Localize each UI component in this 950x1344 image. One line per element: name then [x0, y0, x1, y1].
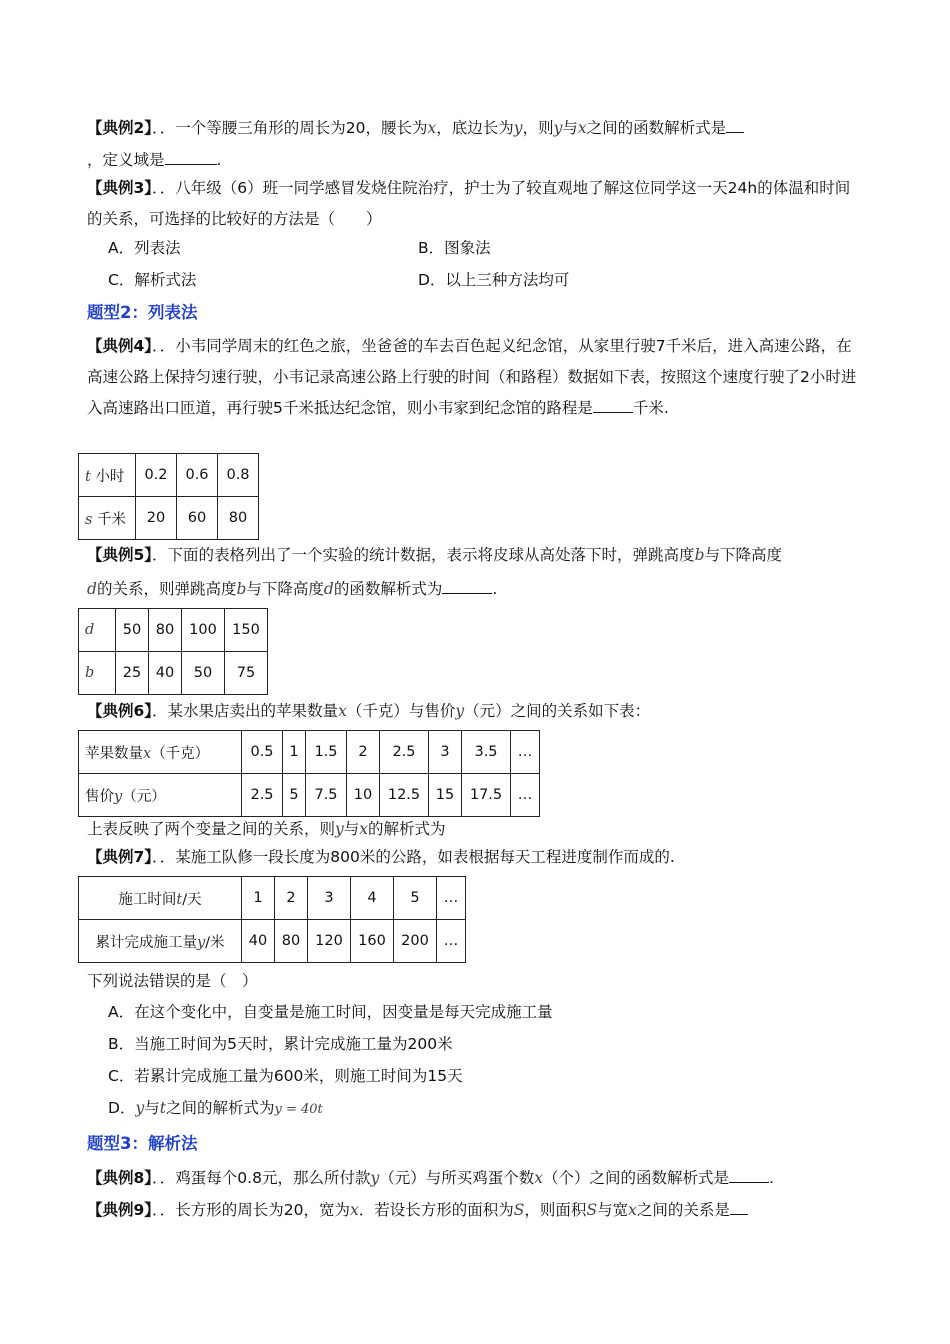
table-cell: 15 — [429, 774, 462, 817]
example-4-tag: 【典例4】 — [87, 337, 153, 355]
table-cell: 160 — [351, 920, 394, 963]
table-cell: 3.5 — [462, 731, 511, 774]
example-2-tag: 【典例2】 — [87, 119, 153, 137]
example-7-tag: 【典例7】 — [87, 848, 153, 866]
var-y: y — [114, 788, 123, 805]
example-8-text: . — [769, 1169, 774, 1187]
var-b: b — [85, 665, 95, 681]
example-3-text: ．．八年级（6）班一同学感冒发烧住院治疗，护士为了较直观地了解这位同学这一天24h的体温和时间的关系，可选择的比较好的方法是（ ） — [87, 179, 851, 228]
example-9-tag: 【典例9】 — [87, 1201, 153, 1219]
row-label: 施工时间 — [118, 891, 177, 908]
table-cell: 40 — [149, 652, 182, 695]
var-y: y — [335, 820, 344, 838]
option-text: 之间的解析式为 — [165, 1099, 275, 1117]
example-6-text: （元）之间的关系如下表： — [464, 702, 651, 720]
example-9-text: ，则面积 — [524, 1201, 587, 1219]
example-2-text: ．．一个等腰三角形的周长为20，腰长为 — [152, 119, 428, 137]
table-cell: 2.5 — [242, 774, 283, 817]
example-2-text: ，则 — [522, 119, 554, 137]
row-label: （元） — [122, 788, 166, 805]
answer-blank[interactable] — [729, 1166, 769, 1183]
table-cell: 200 — [394, 920, 437, 963]
answer-blank[interactable] — [726, 116, 744, 133]
var-y: y — [135, 1099, 145, 1117]
example-7-question: 下列说法错误的是（ ） — [87, 972, 258, 990]
table-cell: 12.5 — [380, 774, 429, 817]
table-cell: 80 — [275, 920, 308, 963]
example-6-text: 与 — [343, 820, 360, 838]
table-cell: 2 — [275, 877, 308, 920]
example-2-text: ，底边长为 — [436, 119, 514, 137]
var-x: x — [143, 745, 152, 762]
table-row — [79, 454, 259, 497]
table-cell: 3 — [429, 731, 462, 774]
var-y: y — [196, 934, 206, 951]
table-row — [79, 774, 540, 817]
table-cell: 80 — [149, 609, 182, 652]
table-header-cell — [79, 731, 242, 774]
table-cell: 25 — [116, 652, 149, 695]
example-6-after — [87, 818, 864, 840]
example-9-text: ．．长方形的周长为20，宽为 — [152, 1201, 351, 1219]
var-x: x — [350, 1201, 359, 1219]
table-cell: 2.5 — [380, 731, 429, 774]
table-cell: 0.6 — [177, 454, 218, 497]
example-2-text: 与 — [562, 119, 578, 137]
var-d: d — [87, 580, 97, 598]
var-x: x — [427, 119, 437, 137]
example-6-tag: 【典例6】 — [87, 702, 153, 720]
table-row — [79, 609, 268, 652]
example-7-option-c: C．若累计完成施工量为600米，则施工时间为15天 — [108, 1067, 463, 1085]
table-cell: 7.5 — [306, 774, 347, 817]
table-header-cell — [79, 652, 116, 695]
example-5-line-2 — [87, 577, 864, 600]
row-label: 千米 — [97, 511, 127, 528]
example-5-table — [78, 608, 268, 695]
table-row — [79, 877, 466, 920]
var-S: S — [586, 1201, 598, 1219]
row-label: /米 — [205, 934, 225, 951]
example-5-line-1 — [87, 544, 864, 566]
example-3 — [87, 173, 864, 235]
table-cell: 75 — [225, 652, 268, 695]
table-cell: 10 — [347, 774, 380, 817]
example-2-text: ，定义域是 — [87, 151, 165, 169]
example-3-option-d: D．以上三种方法均可 — [418, 271, 570, 289]
table-cell: 1.5 — [306, 731, 347, 774]
var-t: t — [85, 468, 91, 485]
var-S: S — [513, 1201, 525, 1219]
example-7-option-d — [108, 1097, 323, 1121]
table-cell: … — [511, 774, 540, 817]
var-d: d — [85, 622, 95, 638]
table-cell: 0.2 — [136, 454, 177, 497]
var-x: x — [338, 702, 347, 720]
example-9 — [87, 1198, 864, 1221]
table-cell: 50 — [182, 652, 225, 695]
table-cell: 50 — [116, 609, 149, 652]
table-header-cell — [79, 920, 242, 963]
answer-blank[interactable] — [165, 148, 217, 165]
table-cell: 17.5 — [462, 774, 511, 817]
table-cell: 5 — [283, 774, 306, 817]
var-x: x — [628, 1201, 637, 1219]
example-3-option-a: A．列表法 — [108, 239, 181, 257]
example-7-option-b: B．当施工时间为5天时，累计完成施工量为200米 — [108, 1035, 453, 1053]
example-6-text: ．某水果店卖出的苹果数量 — [152, 702, 339, 720]
table-cell: 120 — [308, 920, 351, 963]
table-header-cell — [79, 454, 136, 497]
table-cell: 80 — [218, 497, 259, 540]
example-5-text: 的函数解析式为 — [333, 580, 443, 598]
example-5-text: 与下降高度 — [246, 580, 324, 598]
table-cell: 20 — [136, 497, 177, 540]
table-row — [79, 731, 540, 774]
example-7-option-a: A．在这个变化中，自变量是施工时间，因变量是每天完成施工量 — [108, 1003, 553, 1021]
var-y: y — [553, 119, 563, 137]
table-header-cell — [79, 497, 136, 540]
option-text: D． — [108, 1099, 136, 1117]
example-2-line-1 — [87, 116, 864, 139]
example-8-text: （元）与所买鸡蛋个数 — [379, 1169, 535, 1187]
var-y: y — [455, 702, 465, 720]
table-cell: 0.8 — [218, 454, 259, 497]
option-text: 与 — [144, 1099, 160, 1117]
table-cell: … — [511, 731, 540, 774]
formula: y = 40t — [274, 1102, 323, 1117]
example-9-text: ．若设长方形的面积为 — [358, 1201, 514, 1219]
example-5-tag: 【典例5】 — [87, 546, 153, 564]
example-8-text: （个）之间的函数解析式是 — [542, 1169, 729, 1187]
row-label: （千克） — [151, 745, 210, 762]
row-label: 售价 — [85, 788, 114, 805]
table-header-cell — [79, 609, 116, 652]
var-s: s — [85, 511, 93, 528]
table-row — [79, 497, 259, 540]
table-cell: 150 — [225, 609, 268, 652]
example-6-text: 上表反映了两个变量之间的关系，则 — [87, 820, 336, 838]
row-label: /天 — [182, 891, 202, 908]
example-9-text: 与宽 — [597, 1201, 629, 1219]
table-cell: 2 — [347, 731, 380, 774]
table-cell: 4 — [351, 877, 394, 920]
example-7-table — [78, 876, 466, 963]
var-x: x — [577, 119, 587, 137]
example-2-text: 之间的函数解析式是 — [586, 119, 727, 137]
example-2-text: . — [216, 151, 222, 169]
var-b: b — [694, 546, 705, 564]
example-8-text: ．．鸡蛋每个0.8元，那么所付款 — [152, 1169, 371, 1187]
example-5-text: . — [492, 580, 498, 598]
table-cell: 1 — [242, 877, 275, 920]
row-label: 累计完成施工量 — [95, 934, 197, 951]
example-5-text: 的关系，则弹跳高度 — [96, 580, 237, 598]
example-4-text: ．．小韦同学周末的红色之旅，坐爸爸的车去百色起义纪念馆，从家里行驶7千米后，进入高速公路，在高速公路上保持匀速行驶，小韦记录高速公路上行驶的时间（和路程）数据如下表，按照这个速度行驶了2小时进入高速路出口匝道，再行驶5千米抵达纪念馆，则小韦家到纪念馆的路程是 — [87, 337, 857, 417]
answer-blank[interactable] — [593, 396, 633, 413]
row-label: 苹果数量 — [85, 745, 143, 762]
example-5-text: 与下降高度 — [704, 546, 783, 564]
table-cell: 100 — [182, 609, 225, 652]
table-header-cell — [79, 877, 242, 920]
example-3-tag: 【典例3】 — [87, 179, 153, 197]
var-x: x — [534, 1169, 543, 1187]
example-6-table — [78, 730, 540, 817]
table-cell: 5 — [394, 877, 437, 920]
example-8 — [87, 1166, 864, 1189]
example-6-line-1 — [87, 700, 864, 722]
var-d: d — [323, 580, 334, 598]
example-6-text: 的解析式为 — [368, 820, 446, 838]
example-2-line-2 — [87, 148, 864, 171]
example-7-text: ．．某施工队修一段长度为800米的公路，如表根据每天工程进度制作而成的. — [152, 848, 675, 866]
var-b: b — [236, 580, 247, 598]
table-row — [79, 920, 466, 963]
var-x: x — [359, 820, 369, 838]
example-8-tag: 【典例8】 — [87, 1169, 153, 1187]
table-cell: … — [437, 877, 466, 920]
row-label: 小时 — [95, 468, 125, 485]
table-cell: 60 — [177, 497, 218, 540]
example-4-table — [78, 453, 259, 540]
var-t: t — [176, 891, 183, 908]
var-y: y — [370, 1169, 380, 1187]
table-cell: 1 — [283, 731, 306, 774]
example-9-text: 之间的关系是 — [636, 1201, 730, 1219]
table-header-cell — [79, 774, 242, 817]
var-y: y — [513, 119, 523, 137]
example-3-option-b: B．图象法 — [418, 239, 491, 257]
answer-blank[interactable] — [442, 577, 492, 594]
answer-blank[interactable] — [730, 1198, 748, 1215]
table-cell: 3 — [308, 877, 351, 920]
example-7-line-1 — [87, 846, 864, 868]
table-cell: 0.5 — [242, 731, 283, 774]
example-4 — [87, 331, 864, 424]
example-5-text: ．下面的表格列出了一个实验的统计数据，表示将皮球从高处落下时，弹跳高度 — [152, 546, 695, 564]
table-cell: … — [437, 920, 466, 963]
table-cell: 40 — [242, 920, 275, 963]
var-t: t — [159, 1099, 166, 1117]
example-6-text: （千克）与售价 — [346, 702, 456, 720]
example-4-text: 千米. — [632, 399, 669, 417]
table-row — [79, 652, 268, 695]
section-heading-type-3: 题型3：解析法 — [87, 1134, 198, 1153]
example-3-option-c: C．解析式法 — [108, 271, 197, 289]
section-heading-type-2: 题型2：列表法 — [87, 303, 198, 322]
